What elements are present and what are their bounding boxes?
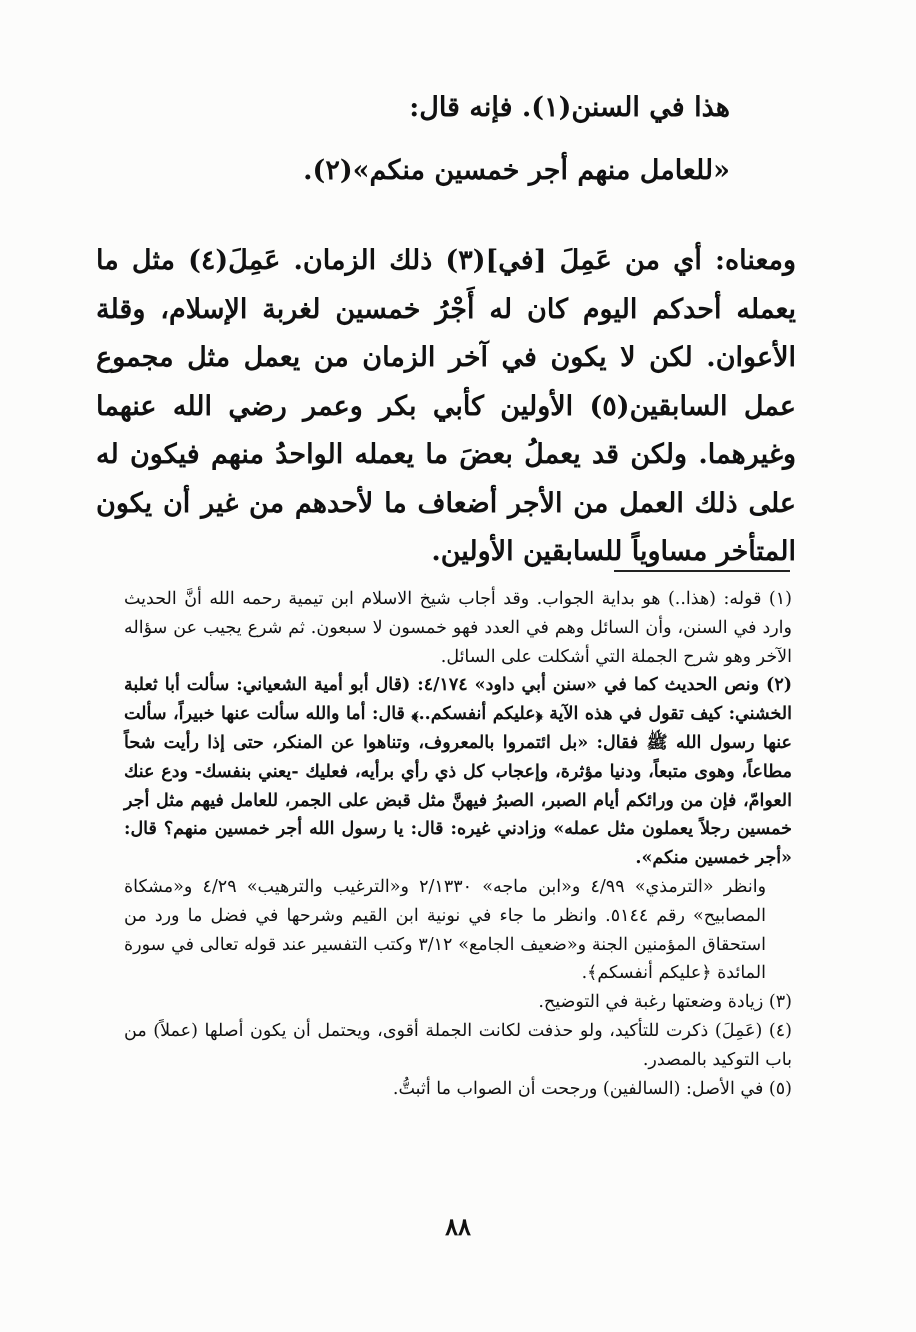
hadith-quote: «للعامل منهم أجر خمسين منكم»(٢).	[303, 155, 730, 186]
page-number: ٨٨	[445, 1212, 471, 1241]
footnote-5: (٥) في الأصل: (السالفين) ورجحت أن الصواب ما أثبتُّ.	[392, 1078, 792, 1099]
footnote-4: (٤) (عَمِلَ) ذكرت للتأكيد، ولو حذفت لكانت الجملة أقوى، ويحتمل أن يكون أصلها (عملاً) من باب التوكيد بالمصدر.	[124, 1020, 792, 1070]
footnote-2-references: وانظر «الترمذي» ٤/٩٩ و«ابن ماجه» ٢/١٣٣٠ و«الترغيب والترهيب» ٤/٢٩ و«مشكاة المصابيح» رقم ٥١٤٤. وانظر ما جاء في نونية ابن القيم وشرحها في فضل ما ورد من استحقاق المؤمنين الجنة و«ضعيف الجامع» ٣/١٢ وكتب التفسير عند قوله تعالى في سورة المائدة ﴿عليكم أنفسكم﴾.	[124, 876, 767, 984]
footnote-separator	[614, 570, 790, 572]
footnote-2: (٢) ونص الحديث كما في «سنن أبي داود» ٤/١٧٤: (قال أبو أمية الشعياني: سألت أبا ثعلبة الخشني: كيف تقول في هذه الآية ﴿عليكم أنفسكم..﴾ قال: أما والله سألت عنها خبيراً، سألت عنها رسول الله ﷺ فقال: «بل ائتمروا بالمعروف، وتناهوا عن المنكر، حتى إذا رأيت شحاً مطاعاً، وهوى متبعاً، ودنيا مؤثرة، وإعجاب كل ذي رأي برأيه، فعليك -يعني بنفسك- ودع عنك العوامّ، فإن من ورائكم أيام الصبر، الصبرُ فيهنَّ مثل قبض على الجمر، للعامل فيهم مثل أجر خمسين رجلاً يعملون مثل عمله» وزادني غيره: قال: يا رسول الله أجر خمسين منهم؟ قال: «أجر خمسين منكم».	[124, 675, 792, 869]
footnote-3: (٣) زيادة وضعتها رغبة في التوضيح.	[538, 992, 792, 1013]
explanation-paragraph: ومعناه: أي من عَمِلَ [في](٣) ذلك الزمان. عَمِلَ(٤) مثل ما يعمله أحدكم اليوم كان له أَجْرُ خمسين لغربة الإسلام، وقلة الأعوان. لكن لا يكون في آخر الزمان من يعمل مثل مجموع عمل السابقين(٥) الأولين كأبي بكر وعمر رضي الله عنهما وغيرهما. ولكن قد يعملُ بعضَ ما يعمله الواحدُ منهم فيكون له على ذلك العمل من الأجر أضعاف ما لأحدهم من غير أن يكون المتأخر مساوياً للسابقين الأولين.	[96, 245, 797, 567]
footnotes	[124, 585, 792, 1103]
footnote-1: (١) قوله: (هذا..) هو بداية الجواب. وقد أجاب شيخ الاسلام ابن تيمية رحمه الله أنَّ الحديث وارد في السنن، وأن السائل وهم في العدد فهو خمسون لا سبعون. ثم شرع يجيب عن سؤاله الآخر وهو شرح الجملة التي أشكلت على السائل.	[124, 589, 792, 667]
main-line-1: هذا في السنن(١). فإنه قال:	[409, 92, 730, 123]
